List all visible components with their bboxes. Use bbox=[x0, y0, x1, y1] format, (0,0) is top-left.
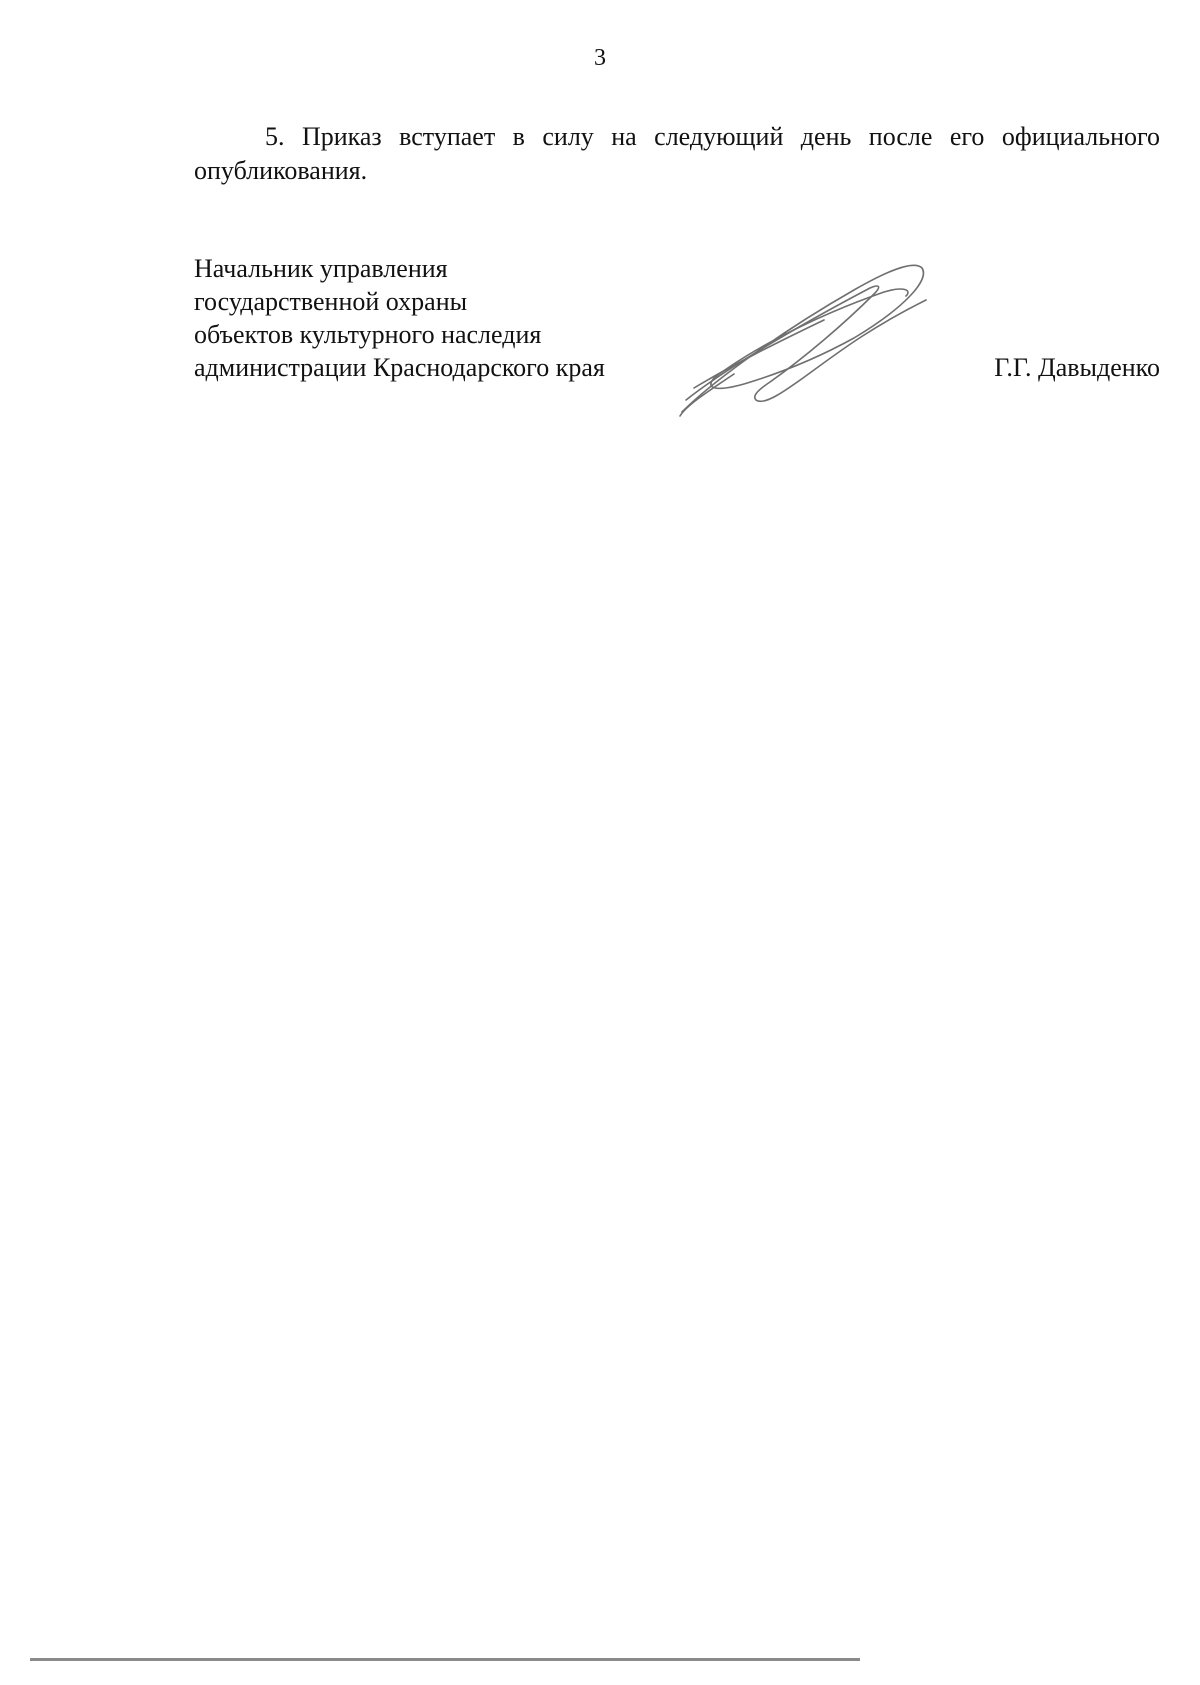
signer-title-line: администрации Краснодарского края bbox=[194, 353, 605, 382]
signer-title bbox=[194, 252, 605, 384]
signer-title-line: государственной охраны bbox=[194, 287, 468, 316]
signature-block bbox=[194, 252, 1160, 422]
paragraph-item-5: 5. Приказ вступает в силу на следующий день после его официального опубликования. bbox=[194, 122, 1160, 185]
signer-name: Г.Г. Давыденко bbox=[994, 353, 1160, 382]
bottom-divider bbox=[30, 1658, 860, 1661]
signer-title-line: Начальник управления bbox=[194, 254, 448, 283]
signer-title-line: объектов культурного наследия bbox=[194, 320, 542, 349]
handwritten-signature bbox=[674, 260, 944, 420]
page-number: 3 bbox=[594, 45, 606, 71]
